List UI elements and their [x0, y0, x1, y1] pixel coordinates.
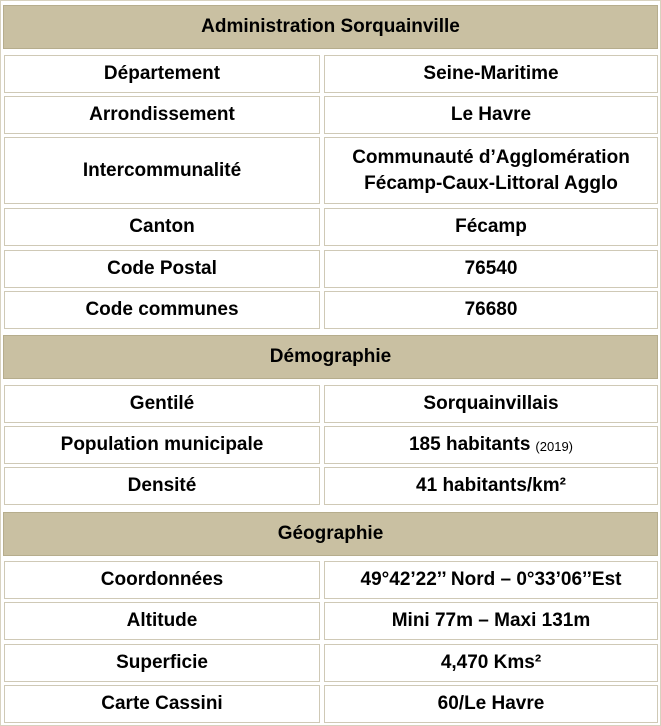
value-departement — [324, 55, 658, 93]
label-text: Intercommunalité — [82, 159, 242, 181]
value-text: 4,470 Kms² — [440, 652, 542, 674]
value-coordonnees — [324, 561, 658, 599]
label-densite — [4, 467, 320, 505]
value-text: 41 habitants/km² — [416, 475, 566, 497]
section-header-demographie — [3, 335, 658, 379]
value-text: Mini 77m – Maxi 131m — [391, 610, 591, 632]
section-title: Démographie — [269, 346, 392, 367]
value-arrondissement — [324, 96, 658, 134]
label-gentile — [4, 385, 320, 423]
section-title: Géographie — [277, 523, 384, 544]
label-text: Coordonnées — [100, 569, 224, 591]
value-text: Le Havre — [450, 104, 532, 126]
label-canton — [4, 208, 320, 246]
value-text: Sorquainvillais — [423, 393, 559, 415]
label-code-postal — [4, 250, 320, 288]
value-code-communes — [324, 291, 658, 329]
label-superficie — [4, 644, 320, 682]
label-text: Canton — [129, 216, 195, 238]
section-title: Administration Sorquainville — [201, 16, 460, 37]
label-text: Département — [103, 63, 221, 85]
label-departement — [4, 55, 320, 93]
value-text: 49°42’22’’ Nord – 0°33’06’’Est — [360, 569, 622, 591]
label-code-communes — [4, 291, 320, 329]
section-header-geographie — [3, 512, 658, 556]
value-gentile — [324, 385, 658, 423]
value-line-1: Communauté d’Agglomération — [352, 146, 630, 168]
label-carte-cassini — [4, 685, 320, 723]
value-text: Seine-Maritime — [423, 63, 559, 85]
label-altitude — [4, 602, 320, 640]
label-text: Altitude — [126, 610, 198, 632]
value-text: Fécamp — [455, 216, 527, 238]
value-intercommunalite — [324, 137, 658, 204]
label-text: Population municipale — [60, 434, 264, 456]
value-altitude — [324, 602, 658, 640]
value-text: 76680 — [464, 299, 518, 321]
label-text: Densité — [127, 475, 197, 497]
value-canton — [324, 208, 658, 246]
population-year: (2019) — [535, 439, 573, 455]
label-population — [4, 426, 320, 464]
value-superficie — [324, 644, 658, 682]
value-carte-cassini — [324, 685, 658, 723]
label-text: Gentilé — [129, 393, 195, 415]
label-text: Code communes — [85, 299, 239, 321]
label-coordonnees — [4, 561, 320, 599]
label-text: Code Postal — [107, 258, 217, 280]
value-text: 185 habitants — [408, 434, 531, 456]
label-text: Superficie — [116, 652, 208, 674]
label-arrondissement — [4, 96, 320, 134]
section-header-administration — [3, 5, 658, 49]
value-text: 76540 — [464, 258, 518, 280]
label-text: Arrondissement — [89, 104, 235, 126]
value-densite — [324, 467, 658, 505]
value-text: 60/Le Havre — [437, 693, 545, 715]
value-population — [324, 426, 658, 464]
value-line-2: Fécamp-Caux-Littoral Agglo — [364, 172, 618, 194]
value-code-postal — [324, 250, 658, 288]
label-intercommunalite — [4, 137, 320, 204]
label-text: Carte Cassini — [101, 693, 223, 715]
